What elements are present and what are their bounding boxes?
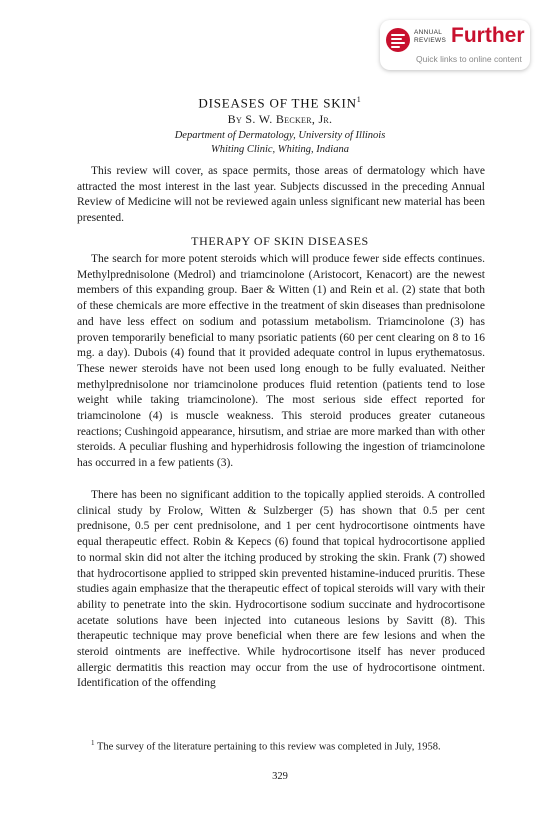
body-paragraph-2: There has been no significant addition to the topically applied steroids. A controlled clinical study by Frolow, Witten & Sulzberger (5) has shown that 0.5 per cent prednisone, 0.5 per cent prednisolone, and 1 per cent hydrocortisone ointments have equal therapeutic effect. Robin & Kepecs (6) found that topical hydrocortisone applied to normal skin did not alter the itching produced by stroking the skin. Frank (7) showed that hydrocortisone applied to stripped skin prevented histamine-induced pruritis. These studies again emphasize that the therapeutic effect of topical steroids will vary with their ability to penetrate into the skin. Hydrocortisone sodium succinate and hydrocortisone acetate solutions have been injected into cutaneous lesions by Savitt (8). This therapeutic technique may prove beneficial when there are few lesions and when the steroid ointments are ineffective. While hydrocortisone itself has never produced allergic dermatitis this reaction may occur from the use of hydrocortisone ointment. Identification of the offending	[77, 489, 485, 690]
badge-further-label: Further	[451, 24, 525, 47]
further-links-badge[interactable]	[380, 20, 530, 70]
article-title	[0, 95, 560, 111]
author-prefix: By	[227, 112, 243, 126]
badge-subtitle: Quick links to online content	[416, 54, 522, 64]
badge-brand-reviews: REVIEWS	[414, 37, 447, 44]
article-title-text: DISEASES OF THE SKIN	[198, 95, 357, 111]
author-name: S. W. Becker, Jr.	[245, 112, 333, 126]
body-paragraph-1: The search for more potent steroids which will produce fewer side effects continues. Methylprednisolone (Medrol) and triamcinolone (Aristocort, Kenacort) are the newest members of this expanding group. Baer & Witten (1) and Rein et al. (2) state that both of these chemicals are more effective in the treatment of skin diseases than prednisolone and have less effect on sodium and potassium metabolism. Triamcinolone (3) has proven temporarily beneficial to many psoriatic patients (60 per cent clearing on 8 to 16 mg. a day). Dubois (4) found that it provided adequate control in lupus erythematosus. These newer steroids have not been used long enough to be fully evaluated. Neither methylprednisolone nor triamcinolone produces fluid retention (patients tend to lose weight while taking triamcinolone). The most serious side effect reported for triamcinolone (4) is muscle weakness. This steroid produces greater cutaneous reactions; Cushingoid appearance, hirsutism, and striae are more marked than with other steroids. A peculiar flushing and hyperhidrosis following the ingestion of triamcinolone has occurred in a few patients (3).	[77, 253, 485, 470]
article-author	[0, 112, 560, 127]
intro-paragraph: This review will cover, as space permits, those areas of dermatology which have attracted the most interest in the last year. Subjects discussed in the preceding Annual Review of Medicine will not be reviewed again unless significant new material has been presented.	[77, 165, 485, 225]
footnote-mark: 1	[91, 739, 95, 747]
footnote-text: The survey of the literature pertaining to this review was completed in July, 1958.	[96, 741, 441, 753]
footnote	[77, 736, 485, 755]
title-footnote-mark: 1	[356, 95, 362, 104]
affiliation-clinic: Whiting Clinic, Whiting, Indiana	[211, 144, 349, 155]
badge-brand-annual: ANNUAL	[414, 29, 443, 36]
annual-reviews-logo-icon	[386, 28, 410, 52]
affiliation-department: Department of Dermatology, University of Illinois	[174, 130, 386, 141]
page-number: 329	[272, 771, 288, 782]
section-heading: THERAPY OF SKIN DISEASES	[191, 234, 369, 248]
